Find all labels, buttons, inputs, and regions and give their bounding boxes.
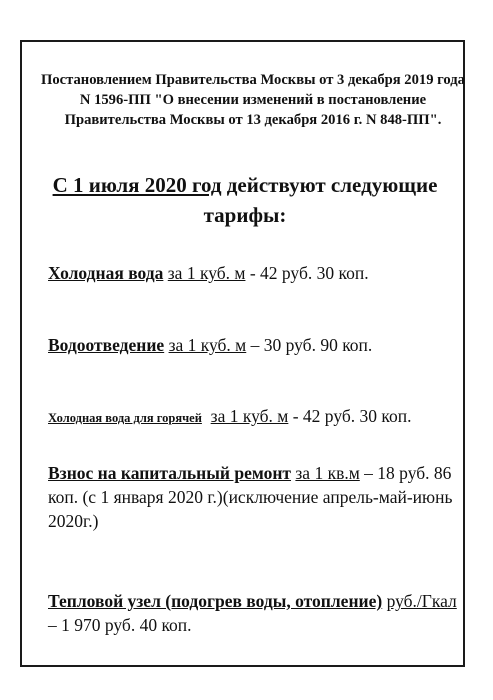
tariff-name: Водоотведение — [48, 335, 165, 355]
tariff-cold-water-for-hot — [48, 404, 468, 430]
headline — [30, 170, 460, 230]
tariff-unit: за 1 куб. м — [167, 263, 246, 283]
tariff-name: Тепловой узел (подогрев воды, отопление) — [48, 591, 383, 611]
decree-header: Постановлением Правительства Москвы от 3 декабря 2019 года N 1596-ПП "О внесении изменений в постановление Правительства Москвы от 13 декабря 2016 г. N 848-ПП". — [41, 72, 465, 128]
tariff-name: Взнос на капитальный ремонт — [48, 463, 292, 483]
tariff-capital-repair — [48, 461, 468, 533]
tariff-unit: за 1 кв.м — [295, 463, 360, 483]
tariff-unit: за 1 куб. м — [168, 335, 247, 355]
tariff-heat-unit — [48, 589, 468, 637]
tariff-cold-water — [48, 261, 468, 285]
headline-date: С 1 июля 2020 год — [52, 173, 222, 197]
tariff-name: Холодная вода — [48, 263, 164, 283]
tariff-price: – 18 руб. 86 коп. (с 1 января 2020 г.)(исключение апрель-май-июнь 2020г.) — [48, 463, 453, 531]
headline-rest: действуют следующие тарифы: — [203, 173, 438, 227]
tariff-price: – 30 руб. 90 коп. — [246, 335, 373, 355]
tariff-price: - 42 руб. 30 коп. — [288, 406, 412, 426]
tariff-price: – 1 970 руб. 40 коп. — [48, 615, 192, 635]
tariff-unit: руб./Гкал — [386, 591, 457, 611]
tariff-name: Холодная вода для горячей — [48, 411, 202, 425]
tariff-price: - 42 руб. 30 коп. — [245, 263, 369, 283]
tariff-sewerage — [48, 333, 468, 357]
tariff-unit: за 1 куб. м — [210, 406, 289, 426]
